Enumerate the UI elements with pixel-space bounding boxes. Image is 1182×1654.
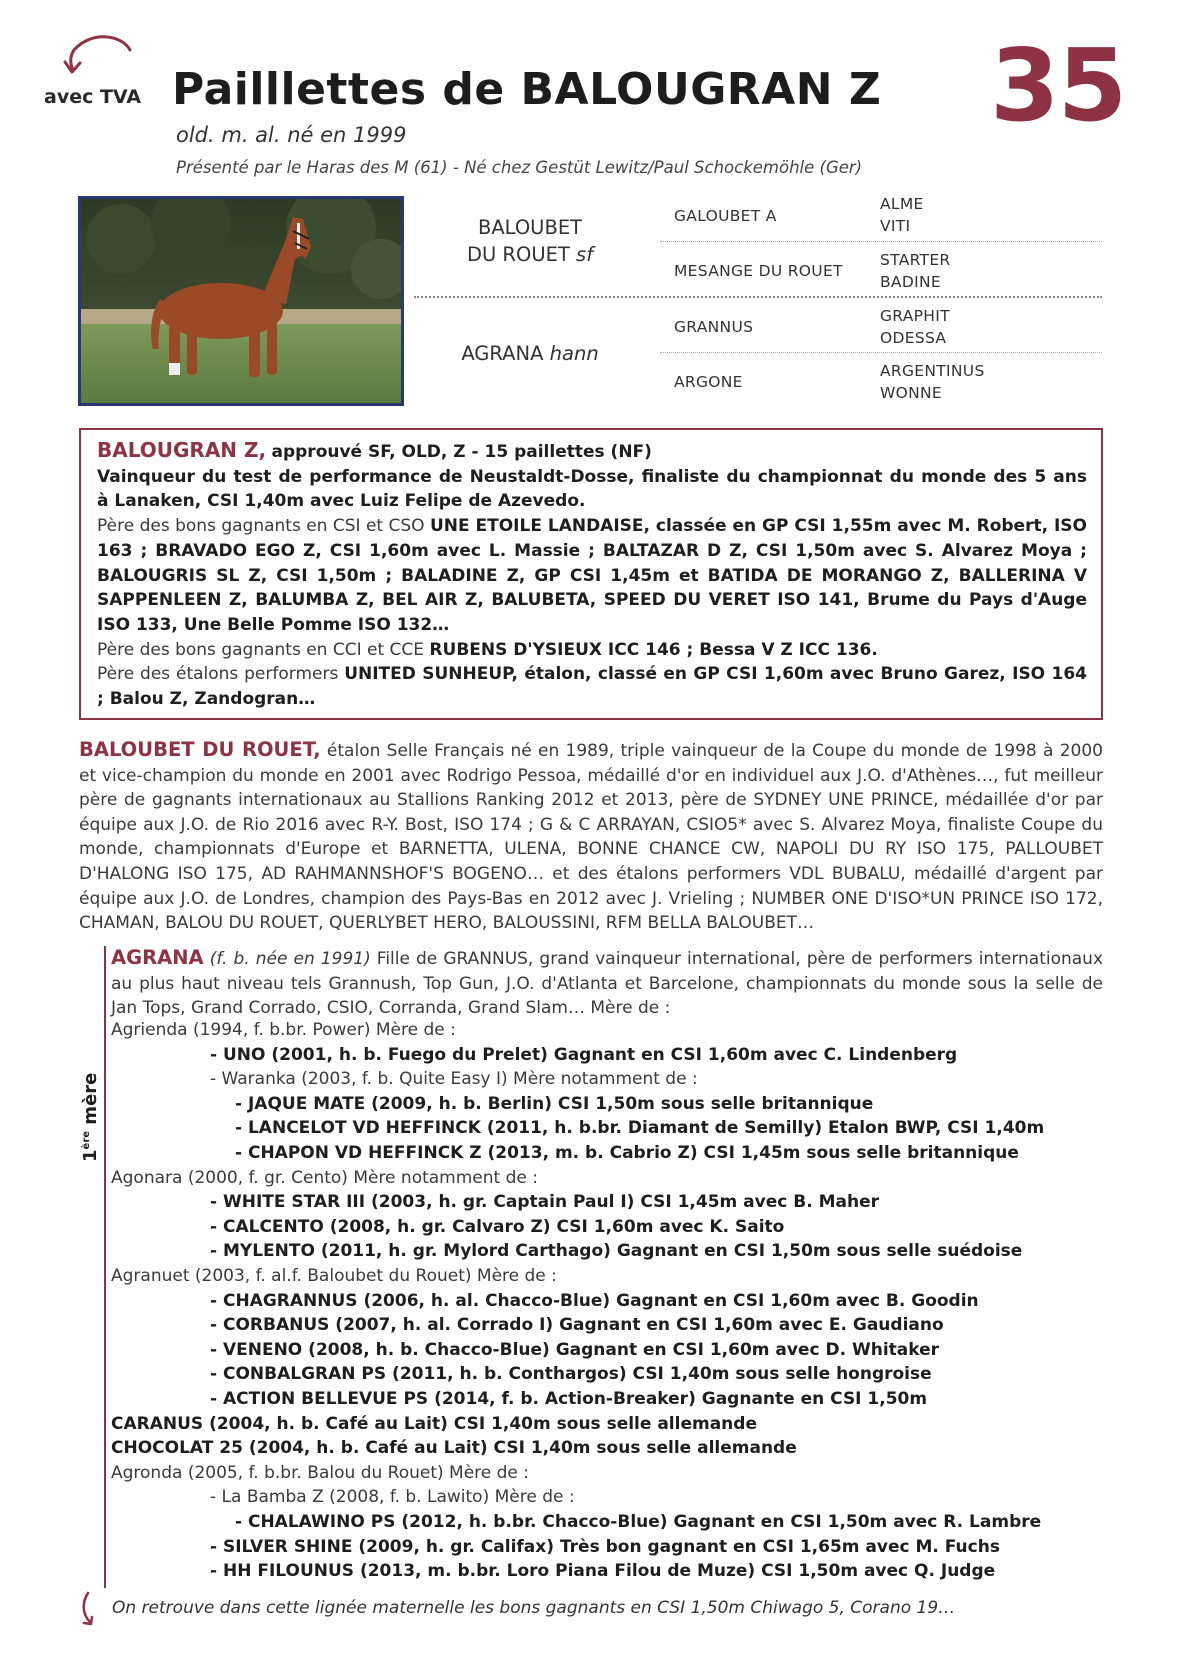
ggp-5: GRAPHIT bbox=[880, 307, 950, 325]
dam-label-sup: ère bbox=[81, 1130, 92, 1150]
box-paragraph-1 bbox=[97, 465, 1087, 514]
ggp-8: WONNE bbox=[880, 384, 943, 402]
progeny-line: - CHAGRANNUS (2006, h. al. Chacco-Blue) Gagnant en CSI 1,60m avec B. Goodin bbox=[210, 1290, 979, 1311]
sire-paragraph-name: BALOUBET DU ROUET, bbox=[79, 738, 321, 761]
dam-label-word: mère bbox=[80, 1072, 101, 1125]
box-p1-text: Vainqueur du test de performance de Neustaldt-Dosse, finaliste du championnat du monde des 5 ans à Lanaken, CSI 1,40m avec Luiz Felipe de Azevedo. bbox=[97, 466, 1087, 512]
sire-dam: MESANGE DU ROUET bbox=[674, 262, 843, 280]
ggp-7: ARGENTINUS bbox=[880, 362, 985, 380]
sire-name-text: DU ROUET bbox=[466, 243, 570, 266]
progeny-line: CARANUS (2004, h. b. Café au Lait) CSI 1,40m sous selle allemande bbox=[111, 1413, 757, 1434]
progeny-line: Agonara (2000, f. gr. Cento) Mère notamment de : bbox=[111, 1167, 538, 1188]
progeny-line: - CHALAWINO PS (2012, h. b.br. Chacco-Blue) Gagnant en CSI 1,50m avec R. Lambre bbox=[235, 1512, 1042, 1532]
progeny-line: - VENENO (2008, h. b. Chacco-Blue) Gagnant en CSI 1,60m avec D. Whitaker bbox=[210, 1339, 940, 1360]
first-dam-label bbox=[80, 1062, 110, 1162]
progeny-line: - MYLENTO (2011, h. gr. Mylord Carthago) Gagnant en CSI 1,50m sous selle suédoise bbox=[210, 1241, 1023, 1262]
horse-title: Pailllettes de BALOUGRAN Z bbox=[172, 64, 882, 115]
dam-breed: hann bbox=[549, 342, 599, 365]
ggp-2: VITI bbox=[880, 217, 911, 235]
progeny-line: - CHAPON VD HEFFINCK Z (2013, m. b. Cabrio Z) CSI 1,45m sous selle britannique bbox=[235, 1143, 1019, 1163]
sire-name-line1: BALOUBET bbox=[477, 216, 583, 239]
dam-name: AGRANA bbox=[111, 946, 204, 969]
presented-by: Présenté par le Haras des M (61) - Né chez Gestüt Lewitz/Paul Schockemöhle (Ger) bbox=[176, 158, 863, 177]
box-p2-intro: Père des bons gagnants en CSI et CSO bbox=[97, 516, 430, 537]
progeny-line: - CORBANUS (2007, h. al. Corrado I) Gagnant en CSI 1,60m avec E. Gaudiano bbox=[210, 1315, 944, 1336]
dam-sire: GRANNUS bbox=[674, 318, 754, 336]
progeny-line: - HH FILOUNUS (2013, m. b.br. Loro Piana Filou de Muze) CSI 1,50m avec Q. Judge bbox=[210, 1561, 996, 1582]
box-p3-intro: Père des bons gagnants en CCI et CCE bbox=[97, 639, 430, 660]
progeny-line: - JAQUE MATE (2009, h. b. Berlin) CSI 1,50m sous selle britannique bbox=[235, 1093, 874, 1114]
dam-name-line bbox=[440, 342, 620, 365]
box-stallion-name: BALOUGRAN Z, bbox=[97, 438, 267, 462]
ggp-6: ODESSA bbox=[880, 329, 947, 347]
box-paragraph-4 bbox=[97, 662, 1087, 711]
pedigree-divider-main bbox=[414, 296, 1102, 298]
box-heading bbox=[97, 438, 1087, 465]
ggp-4: BADINE bbox=[880, 273, 941, 291]
box-approved: approuvé SF, OLD, Z - 15 paillettes (NF) bbox=[271, 442, 652, 462]
curved-arrow-icon bbox=[62, 30, 142, 80]
box-p4-intro: Père des étalons performers bbox=[97, 664, 345, 685]
sire-name-line2 bbox=[440, 243, 620, 266]
ggp-1: ALME bbox=[880, 195, 924, 213]
curved-arrow-icon bbox=[78, 1590, 108, 1630]
sire-paragraph-text: étalon Selle Français né en 1989, triple vainqueur de la Coupe du monde de 1998 à 2000 et vice-champion du monde en 2001 avec Rodrigo Pessoa, médaillé d'or en individuel aux J.O. d'Athènes…, fut meilleur père de gagnants internationaux au Stallions Ranking 2012 et 2013, père de SYDNEY UNE PRINCE, médaillée d'or par équipe aux J.O. de Rio 2016 avec R-Y. Bost, ISO 174 ; G & C ARRAYAN, CSIO5* avec S. Alvarez Moya, finaliste Coupe du monde, championnats d'Europe et BARNETTA, ULENA, BONNE CHANCE CW, NAPOLI DU RY ISO 175, PALLOUBET D'HALONG ISO 175, AD RAHMANNSHOF'S BOGENO… et des étalons performers VDL BUBALU, médaillé d'argent par équipe aux J.O. de Londres, champion des Pays-Bas en 2012 avec J. Vrieling ; NUMBER ONE D'ISO*UN PRINCE ISO 172, CHAMAN, BALOU DU ROUET, QUERLYBET HERO, BALOUSSINI, RFM BELLA BALOUBET… bbox=[79, 741, 1103, 934]
box-p3-bold: RUBENS D'YSIEUX ICC 146 ; Bessa V Z ICC 136. bbox=[429, 639, 878, 660]
footer-note: On retrouve dans cette lignée maternelle les bons gagnants en CSI 1,50m Chiwago 5, Corano 19… bbox=[112, 1598, 956, 1618]
dam-dam: ARGONE bbox=[674, 373, 743, 391]
lot-number: 35 bbox=[990, 27, 1126, 144]
horse-photo-illustration bbox=[81, 199, 401, 403]
horse-photo bbox=[78, 196, 404, 406]
progeny-line: - WHITE STAR III (2003, h. gr. Captain Paul I) CSI 1,45m avec B. Maher bbox=[210, 1192, 880, 1213]
progeny-line: - CALCENTO (2008, h. gr. Calvaro Z) CSI 1,60m avec K. Saito bbox=[210, 1216, 785, 1237]
progeny-line: - CONBALGRAN PS (2011, h. b. Conthargos) CSI 1,40m sous selle hongroise bbox=[210, 1364, 932, 1385]
ggp-3: STARTER bbox=[880, 251, 951, 269]
sire-paragraph bbox=[79, 738, 1103, 936]
dam-label-num: 1 bbox=[80, 1149, 101, 1162]
dam-details: (f. b. née en 1991) bbox=[209, 949, 371, 969]
progeny-line: - La Bamba Z (2008, f. b. Lawito) Mère de : bbox=[210, 1487, 575, 1508]
dam-name-text: AGRANA bbox=[461, 342, 544, 365]
box-paragraph-2 bbox=[97, 514, 1087, 638]
box-p4-bold: UNITED SUNHEUP, étalon, classé en GP CSI 1,60m avec Bruno Garez, ISO 164 ; Balou Z, Zandogran… bbox=[97, 664, 1087, 710]
progeny-line: Agrienda (1994, f. b.br. Power) Mère de : bbox=[111, 1020, 456, 1040]
progeny-line: - ACTION BELLEVUE PS (2014, f. b. Action-Breaker) Gagnante en CSI 1,50m bbox=[210, 1389, 928, 1409]
pedigree-divider bbox=[660, 241, 1102, 242]
stallion-box bbox=[79, 428, 1103, 720]
progeny-line: - LANCELOT VD HEFFINCK (2011, h. b.br. Diamant de Semilly) Etalon BWP, CSI 1,40m bbox=[235, 1118, 1045, 1139]
progeny-line: - UNO (2001, h. b. Fuego du Prelet) Gagnant en CSI 1,60m avec C. Lindenberg bbox=[210, 1044, 958, 1065]
box-p2-bold: UNE ETOILE LANDAISE, classée en GP CSI 1,55m avec M. Robert, ISO 163 ; BRAVADO EGO Z, CSI 1,60m avec L. Massie ; BALTAZAR D Z, CSI 1,50m avec S. Alvarez Moya ; BALOUGRIS SL Z, CSI 1,50m ; BALADINE Z, GP CSI 1,45m et BATIDA DE MORANGO Z, BALLERINA V SAPPENLEEN Z, BALUMBA Z, BEL AIR Z, BALUBETA, SPEED DU VERET ISO 141, Brume du Pays d'Auge ISO 133, Une Belle Pomme ISO 132… bbox=[97, 516, 1087, 635]
progeny-line: - SILVER SHINE (2009, h. gr. Califax) Très bon gagnant en CSI 1,65m avec M. Fuchs bbox=[210, 1536, 1000, 1557]
dam-intro-text: Fille de GRANNUS, grand vainqueur international, père de performers internationaux au plus haut niveau tels Grannush, Top Gun, J.O. d'Atlanta et Barcelone, championnats du monde sous la selle de Jan Tops, Grand Corrado, CSIO, Corranda, Grand Slam… Mère de : bbox=[111, 949, 1104, 1019]
dam-intro bbox=[111, 946, 1103, 1021]
box-paragraph-3 bbox=[97, 638, 1087, 663]
sire-sire: GALOUBET A bbox=[674, 207, 777, 225]
pedigree-divider bbox=[660, 352, 1102, 353]
progeny-line: Agronda (2005, f. b.br. Balou du Rouet) Mère de : bbox=[111, 1462, 530, 1483]
dam-vertical-rule bbox=[104, 946, 106, 1588]
tva-label: avec TVA bbox=[44, 86, 142, 108]
progeny-line: Agranuet (2003, f. al.f. Baloubet du Rouet) Mère de : bbox=[111, 1266, 557, 1286]
progeny-line: CHOCOLAT 25 (2004, h. b. Café au Lait) CSI 1,40m sous selle allemande bbox=[111, 1438, 797, 1459]
progeny-line: - Waranka (2003, f. b. Quite Easy I) Mère notamment de : bbox=[210, 1069, 698, 1090]
sire-breed: sf bbox=[576, 243, 594, 266]
horse-subtitle: old. m. al. né en 1999 bbox=[176, 123, 407, 147]
